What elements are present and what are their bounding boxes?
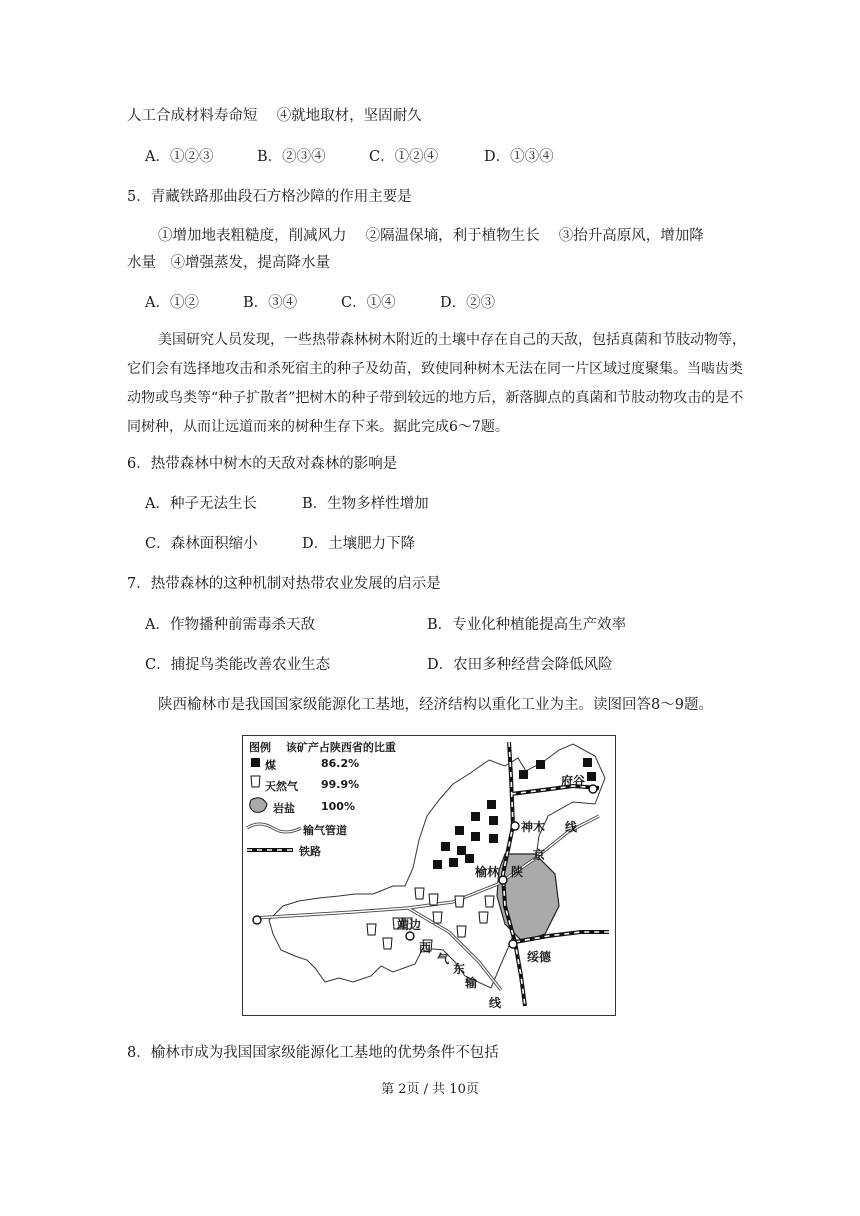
q5-statements-line2: 水量 ④增强蒸发，提高降水量 bbox=[127, 255, 330, 271]
label-jingbian: 靖边 bbox=[397, 918, 422, 932]
legend-gas-icon bbox=[251, 776, 260, 787]
legend-coal-icon bbox=[251, 758, 260, 767]
label-shenmu: 神木 bbox=[521, 820, 546, 834]
shenmu-city-icon bbox=[511, 822, 519, 830]
label-fugu: 府谷 bbox=[561, 774, 586, 788]
label-route-xian: 线 bbox=[565, 820, 578, 834]
q7-option-c: C．捕捉鸟类能改善农业生态 bbox=[145, 657, 331, 673]
q7-option-d: D．农田多种经营会降低风险 bbox=[427, 657, 613, 673]
map-drawing bbox=[243, 736, 615, 1015]
q4-option-d: D．①③④ bbox=[484, 149, 554, 165]
label-route-jing: 京 bbox=[533, 848, 546, 862]
q4-option-a: A．①②③ bbox=[145, 149, 214, 165]
label-yulin: 榆林 bbox=[475, 865, 500, 879]
legend-salt-label: 岩盐 bbox=[273, 802, 295, 815]
legend-coal-label: 煤 bbox=[265, 759, 276, 772]
question-8: 8．榆林市成为我国国家级能源化工基地的优势条件不包括 bbox=[127, 1045, 499, 1061]
question-6: 6．热带森林中树木的天敌对森林的影响是 bbox=[127, 456, 398, 472]
label-route-dong: 东 bbox=[453, 962, 466, 976]
question-5: 5．青藏铁路那曲段石方格沙障的作用主要是 bbox=[127, 189, 412, 205]
legend-coal-value: 86.2% bbox=[321, 757, 360, 770]
label-route-qi: 气 bbox=[437, 952, 450, 966]
passage-tropical-forest: 美国研究人员发现，一些热带森林树木附近的土壤中存在自己的天敌，包括真菌和节肢动物等，它们会有选择地攻击和杀死宿主的种子及幼苗，致使同种树木无法在同一片区域过度聚集。当啮齿类动物或鸟类等“种子扩散者”把树木的种子带到较远的地方后，新落脚点的真菌和节肢动物攻击的是不同树种，从而让远道而来的树种生存下来。据此完成6～7题。 bbox=[127, 332, 746, 435]
legend-salt-icon bbox=[250, 798, 267, 813]
q5-option-c: C．①④ bbox=[341, 295, 396, 311]
fugu-city-icon bbox=[589, 785, 597, 793]
q5-statements-line1: ①增加地表粗糙度，削减风力 ②隔温保墒，利于植物生长 ③抬升高原风，增加降 bbox=[158, 228, 704, 244]
yulin-resource-map bbox=[242, 735, 616, 1016]
q7-option-a: A．作物播种前需毒杀天敌 bbox=[145, 617, 315, 633]
legend-railway-label: 铁路 bbox=[299, 845, 321, 858]
legend-pipeline-label: 输气管道 bbox=[303, 824, 347, 837]
suide-city-icon bbox=[509, 940, 517, 948]
q5-option-a: A．①② bbox=[145, 295, 199, 311]
label-suide: 绥德 bbox=[527, 950, 552, 964]
west-end-icon bbox=[253, 916, 261, 924]
question-7: 7．热带森林的这种机制对热带农业发展的启示是 bbox=[127, 576, 441, 592]
q6-option-d: D．土壤肥力下降 bbox=[302, 536, 416, 552]
q4-option-b: B．②③④ bbox=[257, 149, 326, 165]
label-route-xi: 西 bbox=[419, 941, 432, 955]
q5-option-b: B．③④ bbox=[243, 295, 298, 311]
q6-option-a: A．种子无法生长 bbox=[145, 496, 257, 512]
q4-stem-tail: 人工合成材料寿命短 ④就地取材，坚固耐久 bbox=[127, 108, 422, 124]
label-route-xian2: 线 bbox=[489, 996, 502, 1010]
q5-option-d: D．②③ bbox=[440, 295, 496, 311]
label-route-shu: 输 bbox=[465, 976, 478, 990]
jingbian-city-icon bbox=[406, 932, 414, 940]
legend-gas-label: 天然气 bbox=[265, 780, 298, 793]
q4-option-c: C．①②④ bbox=[369, 149, 439, 165]
legend-title: 图例 该矿产占陕西省的比重 bbox=[249, 741, 396, 754]
legend-salt-value: 100% bbox=[321, 800, 355, 813]
legend-gas-value: 99.9% bbox=[321, 778, 360, 791]
q7-option-b: B．专业化种植能提高生产效率 bbox=[427, 617, 627, 633]
label-route-shan: 陕 bbox=[511, 865, 524, 879]
q6-option-b: B．生物多样性增加 bbox=[302, 496, 429, 512]
page-footer: 第 2页 / 共 10页 bbox=[381, 1082, 479, 1097]
q6-option-c: C．森林面积缩小 bbox=[145, 536, 258, 552]
yulin-city-icon bbox=[499, 876, 507, 884]
passage-yulin: 陕西榆林市是我国国家级能源化工基地，经济结构以重化工业为主。读图回答8～9题。 bbox=[158, 697, 713, 713]
